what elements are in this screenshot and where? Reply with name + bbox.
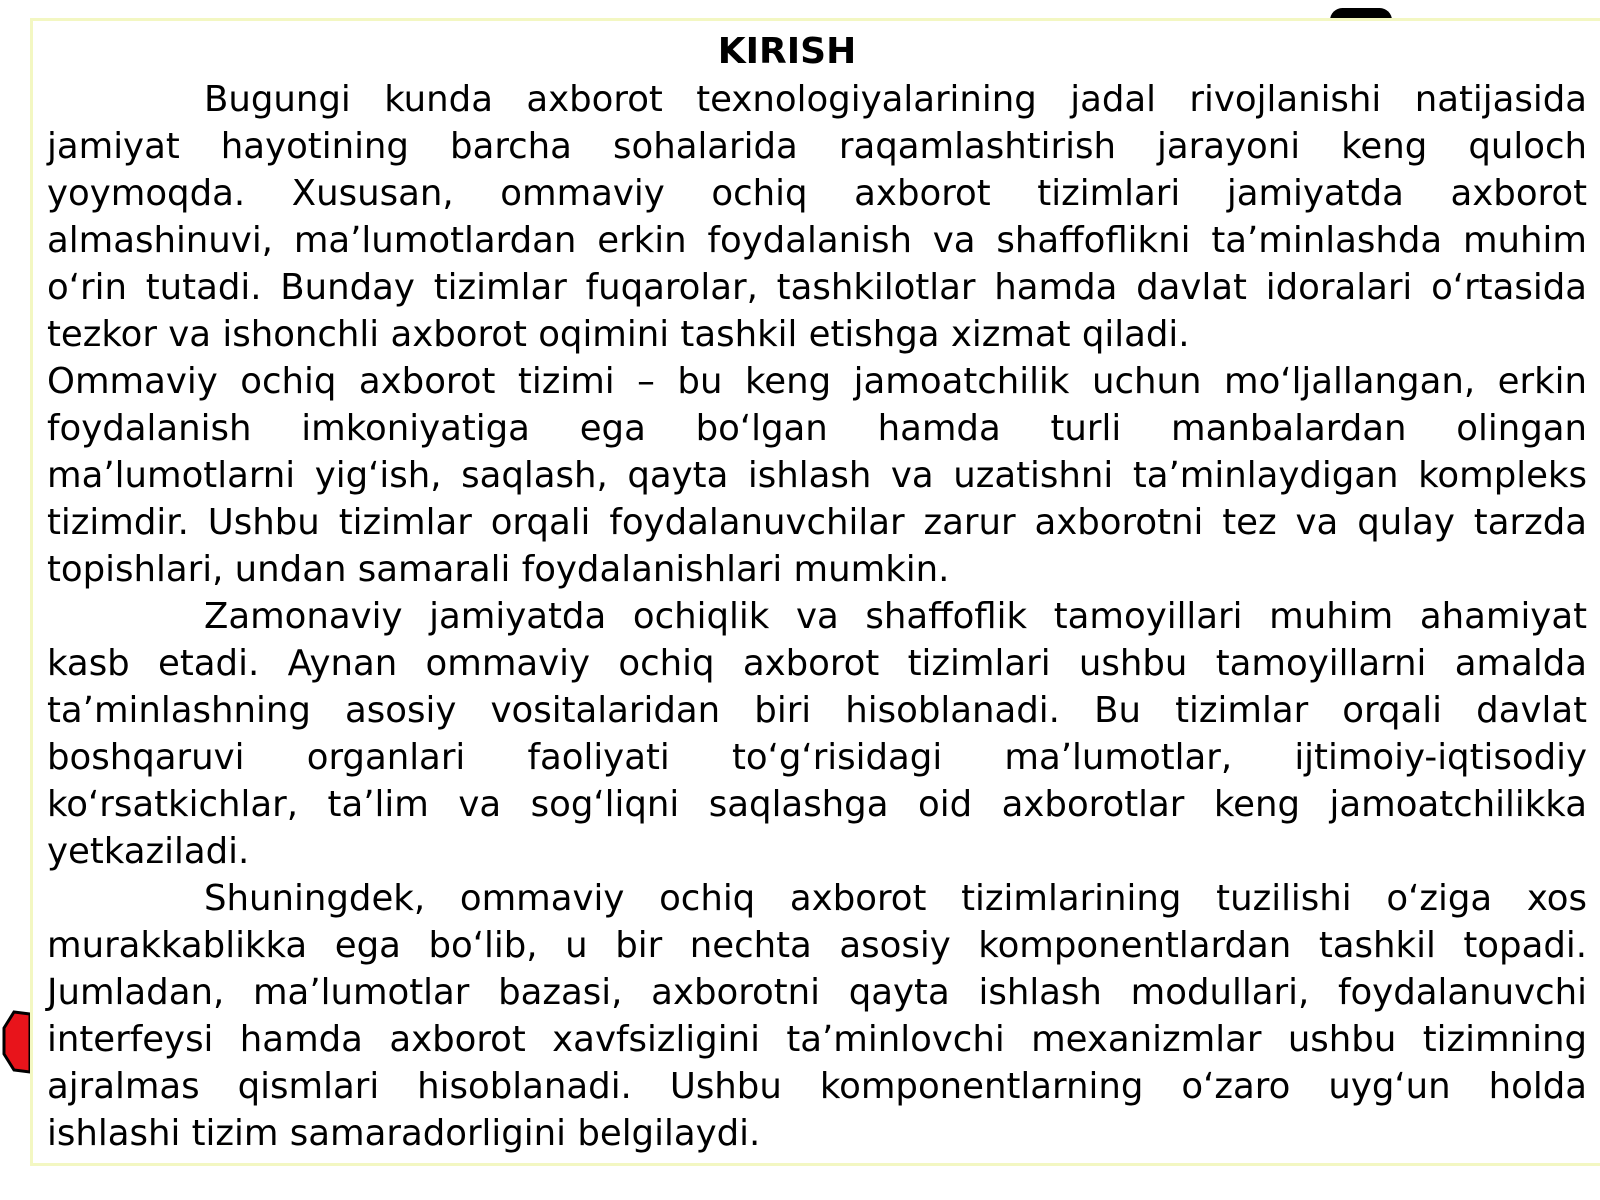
document-body [47,76,1600,1157]
text-line: ishlashi tizim samaradorligini belgilaydi. [47,1113,761,1154]
text-line: kasb etadi. Aynan ommaviy ochiq axborot tizimlari ushbu tamoyillarni amalda [47,643,1587,684]
text-line: interfeysi hamda axborot xavfsizligini taʼminlovchi mexanizmlar ushbu tizimning [47,1019,1587,1060]
decorative-shape-left [0,1010,30,1074]
text-line: koʻrsatkichlar, taʼlim va sogʻliqni saqlashga oid axborotlar keng jamoatchilikka [47,784,1587,825]
text-line: maʼlumotlarni yigʻish, saqlash, qayta ishlash va uzatishni taʼminlaydigan kompleks [47,455,1587,496]
text-line: tizimdir. Ushbu tizimlar orqali foydalanuvchilar zarur axborotni tez va qulay tarzda [47,502,1587,543]
text-line: jamiyat hayotining barcha sohalarida raqamlashtirish jarayoni keng quloch [47,126,1587,167]
page-title: KIRISH [717,31,857,72]
text-line: Bugungi kunda axborot texnologiyalarining jadal rivojlanishi natijasida [204,79,1587,120]
text-line: Zamonaviy jamiyatda ochiqlik va shaffoflik tamoyillari muhim ahamiyat [204,596,1587,637]
text-line: foydalanish imkoniyatiga ega boʻlgan hamda turli manbalardan olingan [47,408,1587,449]
text-line: Shuningdek, ommaviy ochiq axborot tizimlarining tuzilishi oʻziga xos [204,878,1587,919]
text-line: murakkablikka ega boʻlib, u bir nechta asosiy komponentlardan tashkil topadi. [47,925,1587,966]
text-line: almashinuvi, maʼlumotlardan erkin foydalanish va shaffoflikni taʼminlashda muhim [47,220,1587,261]
text-line: boshqaruvi organlari faoliyati toʻgʻrisidagi maʼlumotlar, ijtimoiy-iqtisodiy [47,737,1587,778]
text-line: oʻrin tutadi. Bunday tizimlar fuqarolar, tashkilotlar hamda davlat idoralari oʻrtasida [47,267,1587,308]
text-line: Ommaviy ochiq axborot tizimi – bu keng jamoatchilik uchun moʻljallangan, erkin [47,361,1587,402]
text-line: taʼminlashning asosiy vositalaridan biri hisoblanadi. Bu tizimlar orqali davlat [47,690,1587,731]
text-line: yetkaziladi. [47,831,250,872]
text-line: tezkor va ishonchli axborot oqimini tashkil etishga xizmat qiladi. [47,314,1190,355]
text-line: ajralmas qismlari hisoblanadi. Ushbu komponentlarning oʻzaro uygʻun holda [47,1066,1587,1107]
text-line: yoymoqda. Xususan, ommaviy ochiq axborot tizimlari jamiyatda axborot [47,173,1587,214]
text-line: topishlari, undan samarali foydalanishlari mumkin. [47,549,950,590]
document-content [47,28,1600,1157]
text-line: Jumladan, maʼlumotlar bazasi, axborotni qayta ishlash modullari, foydalanuvchi [47,972,1587,1013]
